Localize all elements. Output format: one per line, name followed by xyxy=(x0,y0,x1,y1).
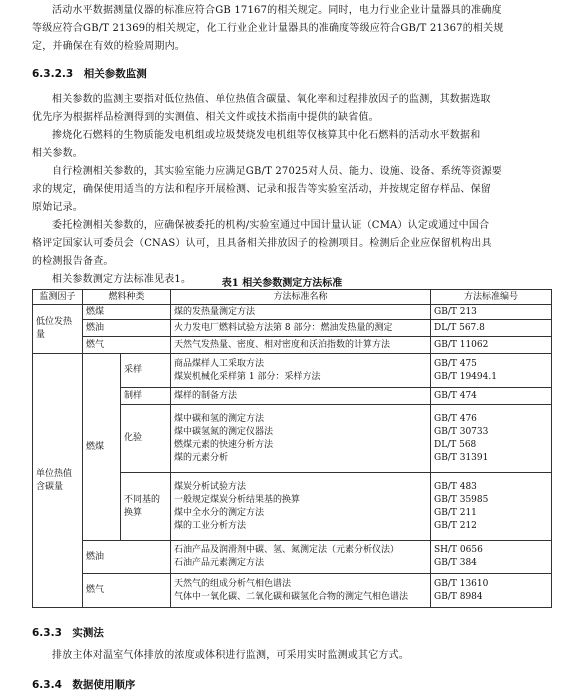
fuel-cell: 燃气 xyxy=(83,337,171,354)
para-line: 格评定国家认可委员会（CNAS）认可，且具备相关排放因子的检测项目。检测后企业应保留机构出具 xyxy=(32,238,492,249)
section-heading-633: 6.3.3 实测法 xyxy=(32,627,104,639)
method-code-cell xyxy=(431,574,552,608)
method-code-line: GB/T 384 xyxy=(434,558,477,568)
step-assay: 化验 xyxy=(121,405,171,473)
method-name-line: 煤炭分析试验方法 xyxy=(174,481,247,492)
method-code-line: GB/T 212 xyxy=(434,520,477,531)
method-code-cell: GB/T 11062 xyxy=(431,337,552,354)
method-name-line: 煤中全水分的测定方法 xyxy=(174,507,265,518)
method-name-cell xyxy=(171,541,431,574)
step-sampling: 采样 xyxy=(121,354,171,388)
method-name-cell xyxy=(171,574,431,608)
method-code-line: GB/T 13610 xyxy=(434,578,489,589)
method-code-line: GB/T 476 xyxy=(434,413,477,424)
method-name-cell xyxy=(171,354,431,388)
method-code-cell xyxy=(431,405,552,473)
method-name-line: 天然气的组成分析气相色谱法 xyxy=(174,578,292,589)
table-caption: 表1 相关参数测定方法标准 xyxy=(221,278,343,289)
table-header-row xyxy=(33,290,552,305)
header-method-code: 方法标准编号 xyxy=(431,290,552,305)
para-line: 掺烧化石燃料的生物质能发电机组或垃圾焚烧发电机组等仅核算其中化石燃料的活动水平数据和 xyxy=(52,130,481,141)
method-name-line: 煤中碳氢氮的测定仪器法 xyxy=(174,426,274,437)
para-line: 委托检测相关参数的，应确保被委托的机构/实验室通过中国计量认证（CMA）认定或通过中国合 xyxy=(52,220,490,231)
method-code-cell: GB/T 213 xyxy=(431,305,552,320)
method-code-line: GB/T 35985 xyxy=(434,494,489,505)
method-name-cell xyxy=(171,473,431,541)
method-name-line: 煤中碳和氢的测定方法 xyxy=(174,413,265,424)
para-line: 相关参数的监测主要指对低位热值、单位热值含碳量、氧化率和过程排放因子的监测，其数据选取 xyxy=(52,94,491,105)
method-code-line: GB/T 483 xyxy=(434,481,477,492)
method-code-line: GB/T 31391 xyxy=(434,452,489,463)
method-code-cell: GB/T 474 xyxy=(431,388,552,405)
section-633-paragraph: 排放主体对温室气体排放的浓度或体积进行监测，可采用实时监测或其它方式。 xyxy=(52,650,409,661)
method-code-line: GB/T 211 xyxy=(434,507,477,518)
section-heading-6323: 6.3.2.3 相关参数监测 xyxy=(32,68,147,80)
method-code-line: GB/T 19494.1 xyxy=(434,371,497,382)
section-heading-634: 6.3.4 数据使用顺序 xyxy=(32,679,136,691)
intro-line-1: 活动水平数据测量仪器的标准应符合GB 17167的相关规定。同时，电力行业企业计量器具的准确度 xyxy=(52,5,502,16)
factor-carbon-content: 单位热值含碳量 xyxy=(33,354,83,608)
para-line: 求的规定，确保使用适当的方法和程序开展检测、记录和报告等实验室活动，并按规定留存样品、保留 xyxy=(32,184,491,195)
fuel-cell: 燃油 xyxy=(83,320,171,337)
table-row xyxy=(33,305,552,320)
table-row xyxy=(33,354,552,388)
fuel-cell: 燃煤 xyxy=(83,305,171,320)
method-name-line: 气体中一氧化碳、二氧化碳和碳氢化合物的测定气相色谱法 xyxy=(174,591,409,602)
intro-line-3: 定，并确保在有效的检验周期内。 xyxy=(32,41,185,52)
method-code-line: SH/T 0656 xyxy=(434,545,483,555)
header-method-name: 方法标准名称 xyxy=(171,290,431,305)
method-code-line: GB/T 475 xyxy=(434,358,477,369)
table-row xyxy=(33,320,552,337)
fuel-oil-cell: 燃油 xyxy=(83,541,171,574)
para-line: 优先序为根据样品检测得到的实测值、相关文件或技术指南中提供的缺省值。 xyxy=(32,112,379,123)
method-code-line: GB/T 8984 xyxy=(434,591,483,602)
method-name-line: 燃煤元素的快速分析方法 xyxy=(174,439,274,450)
method-code-cell xyxy=(431,541,552,574)
intro-line-2: 等级应符合GB/T 21369的相关规定，化工行业企业计量器具的准确度等级应符合GB/T 21367的相关规 xyxy=(32,23,504,34)
fuel-gas-cell: 燃气 xyxy=(83,574,171,608)
para-line: 相关参数。 xyxy=(32,148,83,159)
method-name-cell: 煤样的制备方法 xyxy=(171,388,431,405)
para-line: 相关参数测定方法标准见表1。 xyxy=(52,274,192,285)
method-code-cell: DL/T 567.8 xyxy=(431,320,552,337)
method-name-cell xyxy=(171,405,431,473)
intro-paragraph xyxy=(32,2,552,56)
method-name-line: 煤的工业分析方法 xyxy=(174,520,247,531)
method-name-line: 煤炭机械化采样第 1 部分：采样方法 xyxy=(174,371,321,382)
table-row xyxy=(33,337,552,354)
table-row xyxy=(33,541,552,574)
step-basis-conversion: 不同基的换算 xyxy=(121,473,171,541)
method-name-line: 一般规定煤炭分析结果基的换算 xyxy=(174,494,301,505)
method-name-line: 石油产品元素测定方法 xyxy=(174,558,265,568)
factor-low-heat: 低位发热量 xyxy=(33,305,83,354)
method-code-cell xyxy=(431,473,552,541)
method-name-cell: 天然气发热量、密度、相对密度和沃泊指数的计算方法 xyxy=(171,337,431,354)
method-code-cell xyxy=(431,354,552,388)
method-code-line: GB/T 30733 xyxy=(434,426,489,437)
table-row xyxy=(33,574,552,608)
method-name-line: 商品煤样人工采取方法 xyxy=(174,358,265,369)
method-name-cell: 火力发电厂燃料试验方法第 8 部分：燃油发热量的测定 xyxy=(171,320,431,337)
method-name-cell: 煤的发热量测定方法 xyxy=(171,305,431,320)
method-name-line: 煤的元素分析 xyxy=(174,452,229,463)
section-6323-body xyxy=(32,91,552,289)
method-standards-table xyxy=(32,289,552,608)
method-name-line: 石油产品及润滑剂中碳、氢、氮测定法（元素分析仪法） xyxy=(174,545,400,555)
para-line: 的检测报告备查。 xyxy=(32,256,114,267)
step-prep: 制样 xyxy=(121,388,171,405)
para-line: 自行检测相关参数的，其实验室能力应满足GB/T 27025对人员、能力、设施、设备、系统等资源要 xyxy=(52,166,502,177)
header-factor: 监测因子 xyxy=(33,290,83,305)
header-fuel: 燃料种类 xyxy=(83,290,171,305)
fuel-coal-cell: 燃煤 xyxy=(83,354,121,541)
para-line: 原始记录。 xyxy=(32,202,83,213)
method-code-line: DL/T 568 xyxy=(434,439,477,450)
